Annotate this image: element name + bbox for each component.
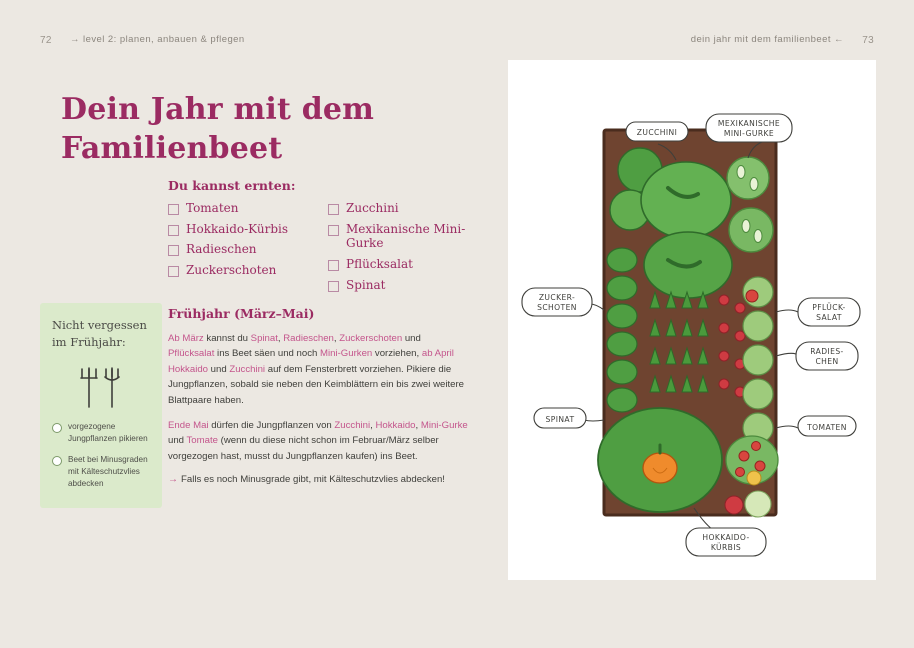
label-radieschen <box>776 342 858 370</box>
season-paragraph-1-part-1: kannst du <box>203 332 251 344</box>
reminder-option[interactable] <box>52 454 156 490</box>
harvest-item[interactable] <box>168 222 306 237</box>
harvest-item-label: Tomaten <box>186 201 239 215</box>
harvest-item-label: Mexikanische Mini-Gurke <box>346 221 466 251</box>
page-content <box>28 18 886 630</box>
season-paragraph-1-part-5: , <box>333 332 340 344</box>
hokkaido-plant <box>598 408 722 512</box>
reminder-box <box>40 303 162 508</box>
season-paragraph-2 <box>168 418 468 465</box>
label-hokkaido-line1: HOKKAIDO- <box>702 533 750 542</box>
harvest-item[interactable] <box>168 242 306 257</box>
radio-icon[interactable] <box>52 456 62 466</box>
harvest-column-left <box>168 201 306 298</box>
reminder-options <box>52 421 156 498</box>
label-radieschen-line2: CHEN <box>815 357 839 366</box>
season-section <box>168 306 468 488</box>
label-pfluecksalat <box>776 298 860 326</box>
label-tomaten <box>776 416 856 436</box>
season-paragraph-1 <box>168 331 468 409</box>
harvest-checklist <box>168 178 468 298</box>
season-paragraph-1-part-9: ins Beet säen und noch <box>214 348 320 360</box>
reminder-option-label: Beet bei Minusgraden mit Kälteschutzvlies abdecken <box>68 454 148 488</box>
harvest-item[interactable] <box>328 278 466 293</box>
pfluecksalat-plants <box>743 277 773 443</box>
season-paragraph-2-part-6: Mini-Gurke <box>420 419 468 431</box>
harvest-item-label: Spinat <box>346 277 386 292</box>
harvest-item[interactable] <box>328 201 466 216</box>
season-paragraph-1-part-14: Zucchini <box>229 363 266 375</box>
harvest-item-label: Zucchini <box>346 201 399 215</box>
season-paragraph-1-part-13: und <box>208 363 230 375</box>
season-paragraph-1-part-0: Ab März <box>168 332 204 344</box>
harvest-item-label: Radieschen <box>186 242 257 257</box>
checkbox-icon[interactable] <box>328 260 339 271</box>
label-zuckerschoten <box>522 288 604 316</box>
season-paragraph-2-part-8: Tomate <box>186 435 218 447</box>
season-paragraph-1-part-8: Pflücksalat <box>168 348 215 360</box>
label-pfluecksalat-line1: PFLÜCK- <box>812 303 846 312</box>
season-paragraph-2-part-7: und <box>168 435 187 447</box>
harvest-heading: Du kannst ernten: <box>168 178 296 193</box>
season-note <box>168 472 468 488</box>
season-paragraph-2-part-5: , <box>415 419 421 431</box>
label-zucchini-text: ZUCCHINI <box>636 128 678 137</box>
label-radieschen-line1: RADIES- <box>810 347 844 356</box>
harvest-item[interactable] <box>328 257 466 272</box>
reminder-title: Nicht vergessen im Frühjahr: <box>52 318 147 349</box>
season-paragraph-1-part-12: ab April Hokkaido <box>168 348 454 375</box>
season-paragraph-1-part-10: Mini-Gurken <box>320 348 373 360</box>
checkbox-icon[interactable] <box>168 204 179 215</box>
radio-icon[interactable] <box>52 423 62 433</box>
garden-bed-svg <box>508 60 876 580</box>
label-spinat-text: SPINAT <box>545 415 575 424</box>
harvest-item-label: Hokkaido-Kürbis <box>186 221 289 236</box>
checkbox-icon[interactable] <box>328 281 339 292</box>
label-mini-gurke-line1: MEXIKANISCHE <box>717 119 781 128</box>
season-paragraph-2-part-0: Ende Mai <box>168 419 209 431</box>
harvest-item[interactable] <box>328 222 466 251</box>
folio-right: 73 <box>862 35 874 46</box>
harvest-item-label: Zuckerschoten <box>186 262 277 277</box>
season-paragraph-2-part-4: Hokkaido <box>375 419 416 431</box>
season-paragraph-1-part-7: und <box>402 332 421 344</box>
label-hokkaido-line2: KÜRBIS <box>710 543 742 552</box>
label-tomaten-text: TOMATEN <box>807 423 847 432</box>
season-paragraph-2-part-3: , <box>370 419 376 431</box>
arrow-icon: → <box>168 474 178 486</box>
rake-and-fork-icon <box>40 365 162 418</box>
reminder-option-label: vorgezogene Jungpflanzen pikieren <box>68 422 148 443</box>
reminder-option[interactable] <box>52 421 156 445</box>
season-paragraph-1-part-4: Radieschen <box>283 332 334 344</box>
running-head-right: dein jahr mit dem familienbeet ← <box>690 34 844 45</box>
checkbox-icon[interactable] <box>168 225 179 236</box>
folio-left: 72 <box>40 35 52 46</box>
season-paragraph-1-part-3: , <box>277 332 284 344</box>
checkbox-icon[interactable] <box>168 266 179 277</box>
season-paragraph-2-part-2: Zucchini <box>334 419 371 431</box>
label-zuckerschoten-line2: SCHOTEN <box>537 303 577 312</box>
checkbox-icon[interactable] <box>168 245 179 256</box>
garden-bed-illustration <box>508 60 876 580</box>
season-paragraph-1-part-11: vorziehen, <box>372 348 422 360</box>
section-heading: Frühjahr (März–Mai) <box>168 306 315 321</box>
running-head-left: → level 2: planen, anbauen & pflegen <box>70 34 245 45</box>
harvest-item-label: Pflücksalat <box>346 256 413 271</box>
label-zuckerschoten-line1: ZUCKER- <box>538 293 576 302</box>
label-pfluecksalat-line2: SALAT <box>816 313 842 322</box>
page-title: Dein Jahr mit dem Familienbeet <box>61 92 375 167</box>
season-paragraph-1-part-6: Zuckerschoten <box>339 332 403 344</box>
season-paragraph-2-part-1: dürfen die Jungpflanzen von <box>208 419 335 431</box>
label-spinat <box>534 408 604 428</box>
checkbox-icon[interactable] <box>328 204 339 215</box>
checkbox-icon[interactable] <box>328 225 339 236</box>
harvest-column-right <box>328 201 466 298</box>
harvest-item[interactable] <box>168 263 306 278</box>
label-mini-gurke-line2: MINI-GURKE <box>723 129 775 138</box>
season-paragraph-1-part-2: Spinat <box>250 332 278 344</box>
season-paragraph-2-part-9: (wenn du diese nicht schon im Februar/März selber vorgezogen hast, musst du Jungpflanzen kaufen) ins Beet. <box>168 435 439 462</box>
season-note-text: Falls es noch Minusgrade gibt, mit Kälteschutzvlies abdecken! <box>181 474 445 486</box>
season-paragraph-1-part-15: auf dem Fensterbrett vorziehen. Pikiere die Jungpflanzen, sobald sie neben den Keimblättern ein bis zwei weitere Blattpaare haben. <box>168 363 464 406</box>
harvest-item[interactable] <box>168 201 306 216</box>
